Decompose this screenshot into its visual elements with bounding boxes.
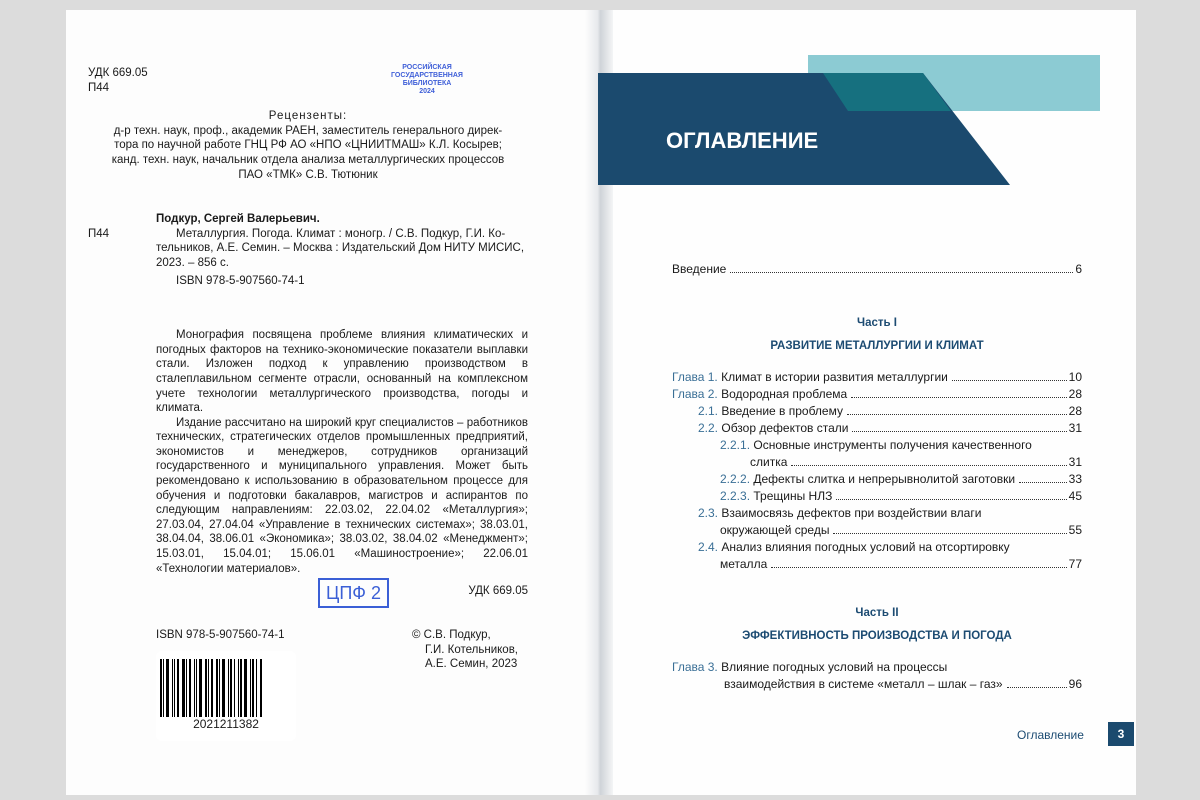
toc-number: 2.2.3. [720,489,751,503]
barcode-bar [160,659,162,717]
toc-page: 96 [1068,677,1082,691]
toc-label: окружающей среды [720,523,830,537]
barcode-bar [194,659,195,717]
barcode [156,651,296,741]
toc-page: 10 [1068,370,1082,384]
part-2-label: Часть II [855,607,899,619]
bibliographic-entry [156,227,528,271]
toc-page: 77 [1068,557,1082,571]
isbn-barcode-column [156,628,412,741]
barcode-bar [172,659,173,717]
copyright-line: Г.И. Котельников, [425,643,519,656]
toc-entry[interactable] [672,470,1082,487]
toc-part-1 [672,368,1082,572]
toc-entry[interactable] [672,385,1082,402]
toc-entry[interactable] [672,487,1082,504]
copyright [412,628,518,672]
barcode-bar [216,659,218,717]
barcode-bar [222,659,225,717]
reviewers-heading: Рецензенты: [268,110,348,123]
page-title: ОГЛАВЛЕНИЕ [666,128,819,153]
toc-label: Трещины НЛЗ [753,489,833,503]
toc-page: 33 [1068,472,1082,486]
abstract-paragraph-1: Монография посвящена проблеме влияния климатических и погодных факторов на технико-экономические показатели выплавки стали. Изложен подход к управлению производством в сталеплавильном сегменте отрасли, основанный на комплексном учете технологии металлургического производства, погоды и климата. [156,329,528,415]
toc-number: 2.1. [698,404,719,418]
toc-entry[interactable] [672,538,1082,572]
barcode-bar [240,659,242,717]
part-1-label: Часть I [857,317,897,329]
barcode-bar [250,659,251,717]
toc-label: Основные инструменты получения качественного [753,438,1032,452]
barcode-bar [177,659,179,717]
author: Подкур, Сергей Валерьевич. [156,213,320,226]
barcode-bar [163,659,164,717]
toc-entry[interactable] [672,402,1082,419]
barcode-bar [252,659,254,717]
stamp-line: БИБЛИОТЕКА [402,80,452,87]
barcode-bar [208,659,209,717]
barcode-bar [189,659,191,717]
reviewer-line: тора по научной работе ГНЦ РФ АО «НПО «ЦНИИТМАШ» К.Л. Косырев; [114,139,502,152]
toc-page: 28 [1068,387,1082,401]
isbn-entry: ISBN 978-5-907560-74-1 [176,274,305,287]
toc-chapter-3[interactable] [672,658,1082,692]
reviewers-block [88,109,528,182]
toc-label: Климат в истории развития металлургии [721,370,948,384]
toc-label: металла [720,557,768,571]
toc-number: 2.2.1. [720,438,751,452]
barcode-bar [166,659,169,717]
toc-label: Водородная проблема [721,387,848,401]
bottom-row [88,628,528,741]
toc-number: 2.2. [698,421,719,435]
toc-page: 28 [1068,404,1082,418]
barcode-bar [260,659,262,717]
copyright-line: © С.В. Подкур, [412,629,491,642]
udk-bottom: УДК 669.05 [468,585,528,598]
toc-page: 45 [1068,489,1082,503]
barcode-bar [234,659,235,717]
part-1-title: РАЗВИТИЕ МЕТАЛЛУРГИИ И КЛИМАТ [770,340,984,352]
toc-entry[interactable] [672,419,1082,436]
barcode-bar [186,659,187,717]
toc-page: 31 [1068,455,1082,469]
left-page-content [88,66,528,741]
toc-label: Обзор дефектов стали [721,421,849,435]
barcode-number: 2021211382 [193,716,259,731]
barcode-bar [256,659,257,717]
toc-label: Влияние погодных условий на процессы [721,660,948,674]
toc-label: Введение в проблему [721,404,843,418]
toc-page: 31 [1068,421,1082,435]
toc-entry[interactable] [672,504,1082,538]
barcode-bars [160,659,288,717]
reviewer-line: д-р техн. наук, проф., академик РАЕН, заместитель генерального дирек- [113,124,503,137]
toc-number: Глава 3. [672,660,718,674]
barcode-bar [196,659,197,717]
code-entry: П44 [88,227,110,240]
cpf-stamp: ЦПФ 2 [318,578,389,608]
toc-label: Взаимосвязь дефектов при воздействии влаги [721,506,982,520]
footer-label: Оглавление [1017,728,1084,742]
page-number: 3 [1108,722,1134,746]
bib-line: 2023. – 856 с. [156,256,229,269]
barcode-bar [244,659,247,717]
toc-number: 2.3. [698,506,719,520]
stamp-line: РОССИЙСКАЯ [402,64,452,71]
toc-entry[interactable] [672,368,1082,385]
toc-label: Введение [672,262,727,276]
barcode-bar [219,659,220,717]
barcode-bar [228,659,229,717]
abstract-paragraph-2: Издание рассчитано на широкий круг специалистов – работников технических, стратегических отделов промышленных предприятий, экономистов и менеджеров, сотрудников организаций государственного и муниципального управления. Может быть рекомендовано к использованию в образовательном процессе для обучения и подготовки бакалавров, магистров и аспирантов по следующим направлениям: 22.03.02, 22.04.02 «Металлургия»; 27.03.04, 27.04.04 «Управление в технических системах»; 38.03.01, 38.04.04, 38.06.01 «Экономика»; 38.03.02, 38.04.02 «Менеджмент»; 15.03.01, 15.04.01; 15.06.01 «Машиностроение»; 22.06.01 «Технологии материалов». [156,416,528,575]
reviewer-line: ПАО «ТМК» С.В. Тютюник [238,168,378,181]
toc-label: Анализ влияния погодных условий на отсортировку [721,540,1010,554]
barcode-bar [230,659,232,717]
toc-label: взаимодействия в системе «металл – шлак – газ» [724,677,1003,691]
stamp-row [88,578,528,608]
toc-intro[interactable] [672,260,1082,277]
barcode-bar [174,659,175,717]
part-2-title: ЭФФЕКТИВНОСТЬ ПРОИЗВОДСТВА И ПОГОДА [742,630,1012,642]
barcode-bar [238,659,239,717]
udk-top: УДК 669.05 [88,67,148,79]
toc-label: слитка [750,455,788,469]
toc-entry[interactable] [672,436,1082,470]
bib-line: Металлургия. Погода. Климат : моногр. / С.В. Подкур, Г.И. Ко- [176,227,506,240]
barcode-bar [199,659,202,717]
bibliographic-row [88,227,528,271]
bib-line: тельников, А.Е. Семин. – Москва : Издательский Дом НИТУ МИСИС, [156,242,525,255]
toc-page: 6 [1075,262,1082,276]
barcode-bar [211,659,213,717]
toc-number: 2.4. [698,540,719,554]
stamp-line: 2024 [419,88,435,95]
barcode-bar [182,659,185,717]
reviewer-line: канд. техн. наук, начальник отдела анализа металлургических процессов [111,153,505,166]
toc-label: Дефекты слитка и непрерывнолитой заготовки [753,472,1016,486]
toc-page: 55 [1068,523,1082,537]
toc-number: Глава 1. [672,370,718,384]
barcode-bar [205,659,207,717]
toc-number: 2.2.2. [720,472,751,486]
stamp-line: ГОСУДАРСТВЕННАЯ [391,72,463,79]
copyright-line: А.Е. Семин, 2023 [425,658,518,671]
isbn-bottom: ISBN 978-5-907560-74-1 [156,629,285,642]
toc-number: Глава 2. [672,387,718,401]
code-top: П44 [88,81,110,94]
